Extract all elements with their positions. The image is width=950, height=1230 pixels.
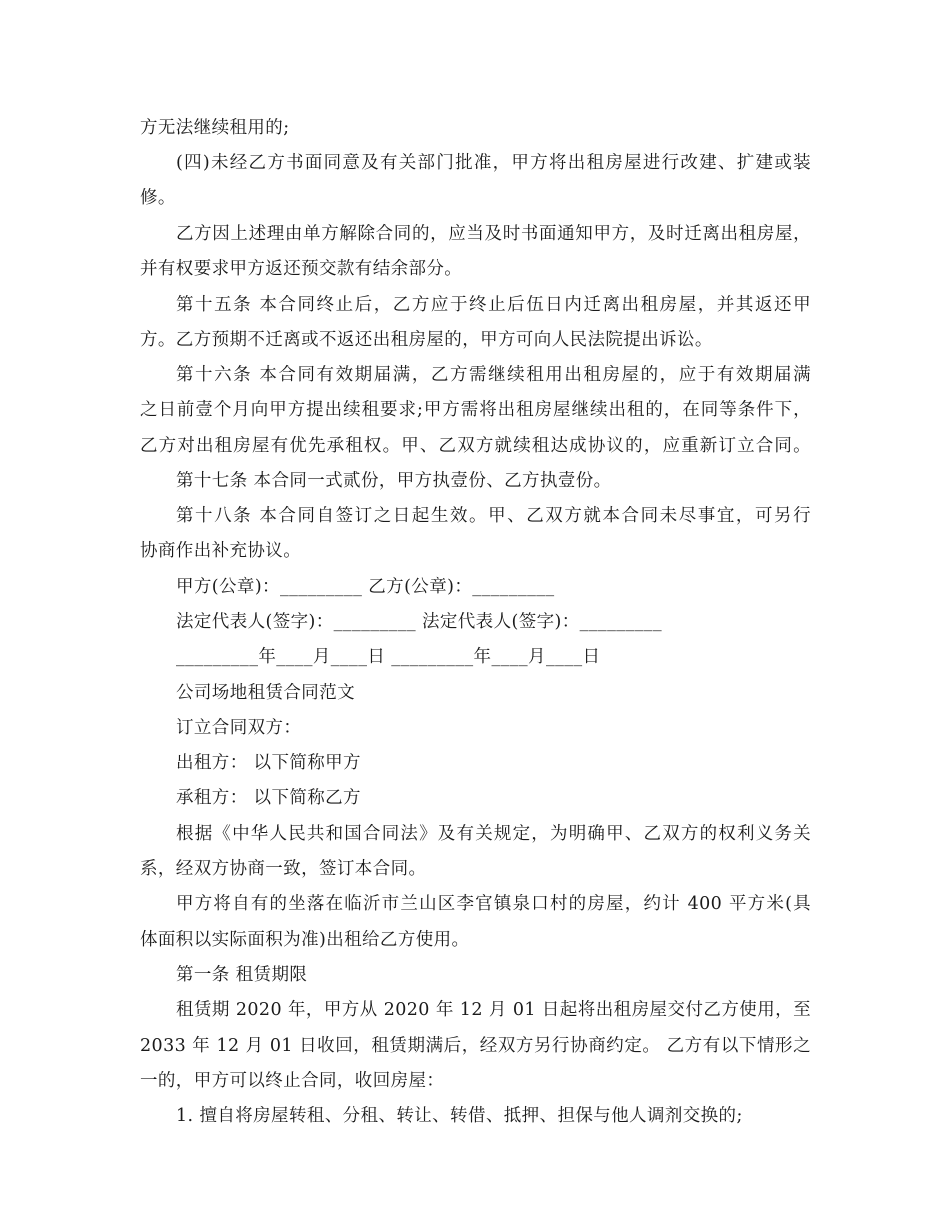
text-line: 乙方因上述理由单方解除合同的，应当及时书面通知甲方，及时迁离出租房屋， [176, 224, 811, 244]
text-line: 方。乙方预期不迁离或不返还出租房屋的，甲方可向人民法院提出诉讼。 [140, 330, 713, 350]
signature-line-seal: 甲方(公章)：_________ 乙方(公章)：_________ [176, 577, 555, 597]
signature-line-date: _________年____月____日 _________年____月____日 [176, 647, 601, 667]
text-line: 之日前壹个月向甲方提出续租要求;甲方需将出租房屋继续出租的，在同等条件下， [140, 400, 811, 420]
text-line: 订立合同双方： [176, 718, 302, 738]
text-line: 方无法继续租用的; [140, 118, 290, 138]
text-line: 系，经双方协商一致，签订本合同。 [140, 859, 427, 879]
text-line: 修。 [140, 188, 176, 208]
text-line: 根据《中华人民共和国合同法》及有关规定，为明确甲、乙双方的权利义务关 [176, 824, 811, 844]
text-line: 出租方： 以下简称甲方 [176, 753, 361, 773]
text-line: 并有权要求甲方返还预交款有结余部分。 [140, 259, 463, 279]
text-line: (四)未经乙方书面同意及有关部门批准，甲方将出租房屋进行改建、扩建或装 [176, 153, 811, 173]
text-line: 租赁期 2020 年，甲方从 2020 年 12 月 01 日起将出租房屋交付乙方使用，至 [176, 1000, 811, 1020]
article-heading: 第一条 租赁期限 [176, 965, 308, 985]
text-line: 甲方将自有的坐落在临沂市兰山区李官镇泉口村的房屋，约计 400 平方米(具 [176, 894, 811, 914]
text-line: 协商作出补充协议。 [140, 541, 302, 561]
text-line: 体面积以实际面积为准)出租给乙方使用。 [140, 930, 470, 950]
text-line: 承租方： 以下简称乙方 [176, 788, 361, 808]
text-line: 一的，甲方可以终止合同，收回房屋： [140, 1071, 445, 1091]
text-line: 第十七条 本合同一式贰份，甲方执壹份、乙方执壹份。 [176, 471, 612, 491]
text-line: 第十六条 本合同有效期届满，乙方需继续租用出租房屋的，应于有效期届满 [176, 365, 811, 385]
text-line: 2033 年 12 月 01 日收回，租赁期满后，经双方另行协商约定。 乙方有以下情形之 [140, 1036, 811, 1056]
text-line: 第十八条 本合同自签订之日起生效。甲、乙双方就本合同未尽事宜，可另行 [176, 506, 811, 526]
text-line: 第十五条 本合同终止后，乙方应于终止后伍日内迁离出租房屋，并其返还甲 [176, 295, 811, 315]
list-item: 1. 擅自将房屋转租、分租、转让、转借、抵押、担保与他人调剂交换的; [176, 1106, 743, 1126]
signature-line-representative: 法定代表人(签字)：_________ 法定代表人(签字)：_________ [176, 612, 662, 632]
text-line: 乙方对出租房屋有优先承租权。甲、乙双方就续租达成协议的，应重新订立合同。 [140, 436, 811, 456]
section-title: 公司场地租赁合同范文 [176, 683, 355, 703]
